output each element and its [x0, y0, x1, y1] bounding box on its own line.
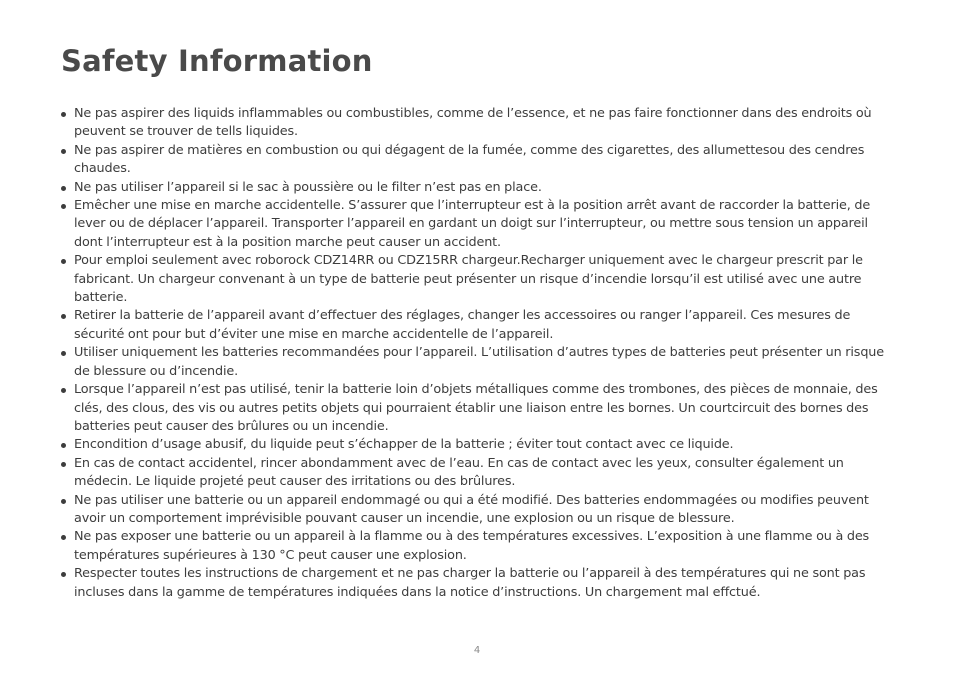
- page-title: Safety Information: [61, 44, 373, 78]
- bullet-dot-icon: [61, 499, 66, 504]
- bullet-item: [61, 455, 893, 492]
- bullet-item: [61, 307, 893, 344]
- bullet-dot-icon: [61, 314, 66, 319]
- bullet-text: Ne pas utiliser l’appareil si le sac à poussière ou le filter n’est pas en place.: [74, 179, 542, 195]
- bullet-item: [61, 436, 893, 454]
- bullet-dot-icon: [61, 572, 66, 577]
- bullet-dot-icon: [61, 259, 66, 264]
- bullet-text: Ne pas utiliser une batterie ou un appareil endommagé ou qui a été modifié. Des batteries endommagées ou modifies peuvent avoir un comportement imprévisible pouvant causer un incendie, une explosion ou un risque de blessure.: [74, 492, 869, 526]
- bullet-text: En cas de contact accidentel, rincer abondamment avec de l’eau. En cas de contact avec les yeux, consulter également un médecin. Le liquide projeté peut causer des irritations ou des brûlures.: [74, 455, 844, 490]
- bullet-dot-icon: [61, 149, 66, 154]
- bullet-text: Utiliser uniquement les batteries recommandées pour l’appareil. L’utilisation d’autres types de batteries peut présenter un risque de blessure ou d’incendie.: [74, 345, 884, 379]
- bullet-item: [61, 528, 893, 565]
- bullet-item: [61, 492, 893, 529]
- bullet-dot-icon: [61, 112, 66, 117]
- bullet-dot-icon: [61, 388, 66, 393]
- page-number: 4: [473, 645, 481, 656]
- bullet-item: [61, 197, 893, 252]
- bullet-dot-icon: [61, 204, 66, 209]
- bullet-dot-icon: [61, 186, 66, 191]
- bullet-item: [61, 565, 893, 602]
- bullet-text: Lorsque l’appareil n’est pas utilisé, tenir la batterie loin d’objets métalliques comme des trombones, des pièces de monnaie, des clés, des clous, des vis ou autres petits objets qui pourraient établir une liaison entre les bornes. Un courtcircuit des bornes des batteries peut causer des brûlures ou un incendie.: [74, 382, 878, 434]
- bullet-text: Ne pas aspirer des liquids inflammables ou combustibles, comme de l’essence, et ne pas faire fonctionner dans des endroits où peuvent se trouver de tells liquides.: [74, 106, 872, 140]
- bullet-text: Ne pas aspirer de matières en combustion ou qui dégagent de la fumée, comme des cigarettes, des allumettesou des cendres chaudes.: [74, 142, 865, 177]
- bullet-item: [61, 142, 893, 179]
- bullet-text: Pour emploi seulement avec roborock CDZ14RR ou CDZ15RR chargeur.Recharger uniquement avec le chargeur prescrit par le fabricant. Un chargeur convenant à un type de batterie peut présenter un risque d’incendie lorsqu’il est utilisé avec une autre batterie.: [74, 253, 863, 306]
- bullet-text: Ne pas exposer une batterie ou un appareil à la flamme ou à des températures excessives. L’exposition à une flamme ou à des températures supérieures à 130 °C peut causer une explosion.: [74, 529, 870, 563]
- bullet-dot-icon: [61, 535, 66, 540]
- bullet-text: Respecter toutes les instructions de chargement et ne pas charger la batterie ou l’appareil à des températures qui ne sont pas incluses dans la gamme de températures indiquées dans la notice d’instructions. Un chargement mal effctué.: [74, 566, 866, 600]
- bullet-item: [61, 179, 893, 197]
- bullet-text: Retirer la batterie de l’appareil avant d’effectuer des réglages, changer les accessoires ou ranger l’appareil. Ces mesures de sécurité ont pour but d’éviter une mise en marche accidentelle de l’appareil.: [74, 308, 851, 342]
- bullet-dot-icon: [61, 443, 66, 448]
- bullet-dot-icon: [61, 351, 66, 356]
- bullet-text: Emêcher une mise en marche accidentelle. S’assurer que l’interrupteur est à la position arrêt avant de raccorder la batterie, de lever ou de déplacer l’appareil. Transporter l’appareil en gardant un doigt sur l’interrupteur, ou mettre sous tension un appareil dont l’interrupteur est à la position marche peut causer un accident.: [74, 198, 871, 250]
- bullet-item: [61, 252, 893, 307]
- bullet-item: [61, 381, 893, 436]
- safety-bullet-list: [61, 105, 893, 602]
- bullet-dot-icon: [61, 462, 66, 467]
- bullet-item: [61, 344, 893, 381]
- bullet-text: Encondition d’usage abusif, du liquide peut s’échapper de la batterie ; éviter tout contact avec ce liquide.: [74, 437, 734, 453]
- bullet-item: [61, 105, 893, 142]
